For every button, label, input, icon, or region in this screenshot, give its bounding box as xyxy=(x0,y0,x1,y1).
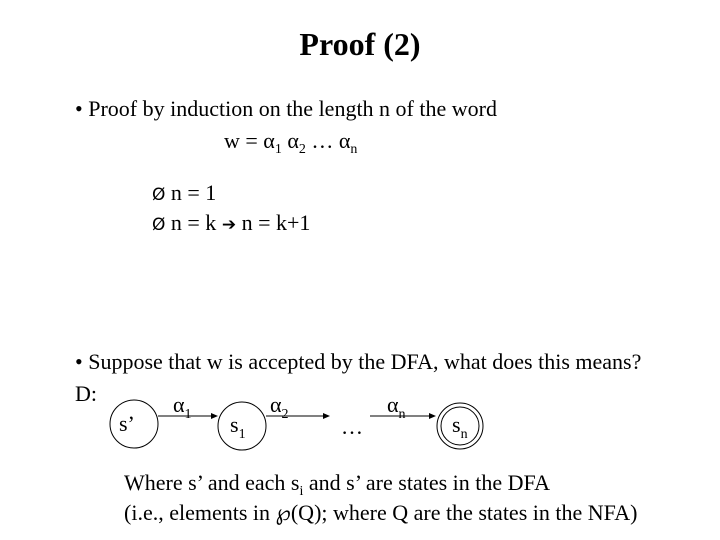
bullet-marker: • xyxy=(75,349,83,374)
arrow-bullet-icon: Ø xyxy=(152,185,166,205)
word-definition xyxy=(224,128,358,157)
note-line-2 xyxy=(124,500,637,526)
note-line-1 xyxy=(124,470,551,499)
case-right: n = k+1 xyxy=(241,210,311,235)
alpha-symbol: α xyxy=(270,392,282,417)
word-prefix: w = xyxy=(224,128,264,153)
slide-title: Proof (2) xyxy=(299,26,421,62)
bullet-marker: • xyxy=(75,96,83,121)
diagram-ellipsis: … xyxy=(341,414,363,439)
alpha-symbol: α xyxy=(387,392,399,417)
alpha-symbol: α xyxy=(263,128,275,153)
note-text: Where s’ and each s xyxy=(124,470,300,495)
state-symbol: s xyxy=(452,412,461,437)
alpha-subscript-2: 2 xyxy=(298,142,306,157)
alpha-subscript-n: n xyxy=(350,142,358,157)
note-subscript: i xyxy=(299,484,304,499)
alpha-symbol: α xyxy=(173,392,185,417)
transition-label-n xyxy=(387,392,406,422)
state-final-label xyxy=(452,412,468,442)
alpha-symbol: α xyxy=(338,128,351,153)
note-text: (i.e., elements in xyxy=(124,500,276,525)
note-text: (Q); where Q are the states in the NFA) xyxy=(290,500,638,525)
case-base xyxy=(152,180,216,206)
bullet-text: Suppose that w is accepted by the DFA, what does this means? xyxy=(88,349,642,374)
state-symbol: s xyxy=(230,412,239,437)
arrowhead-icon xyxy=(211,413,218,419)
transition-label-1 xyxy=(173,392,192,422)
state-s1-label xyxy=(230,412,246,442)
bullet-text: Proof by induction on the length n of the word xyxy=(88,96,497,121)
case-inductive xyxy=(152,210,310,236)
alpha-subscript: 2 xyxy=(281,407,289,422)
diagram-label: D: xyxy=(75,381,97,406)
transition-label-2 xyxy=(270,392,289,422)
powerset-symbol: ℘ xyxy=(275,500,291,525)
state-subscript: 1 xyxy=(238,427,246,442)
arrowhead-icon xyxy=(429,413,436,419)
alpha-subscript: n xyxy=(398,407,406,422)
note-text: and s’ are states in the DFA xyxy=(303,470,551,495)
arrowhead-icon xyxy=(323,413,330,419)
state-start-label: s’ xyxy=(119,411,135,436)
alpha-symbol: α xyxy=(287,128,299,153)
bullet-proof-induction xyxy=(75,96,497,122)
case-text: n = 1 xyxy=(170,180,217,205)
ellipsis: … xyxy=(311,128,334,153)
implies-arrow-icon: ➔ xyxy=(221,215,237,235)
case-left: n = k xyxy=(170,210,217,235)
arrow-bullet-icon: Ø xyxy=(152,215,166,235)
alpha-subscript-1: 1 xyxy=(274,142,282,157)
alpha-subscript: 1 xyxy=(184,407,192,422)
state-subscript: n xyxy=(460,427,468,442)
bullet-suppose xyxy=(75,349,641,375)
